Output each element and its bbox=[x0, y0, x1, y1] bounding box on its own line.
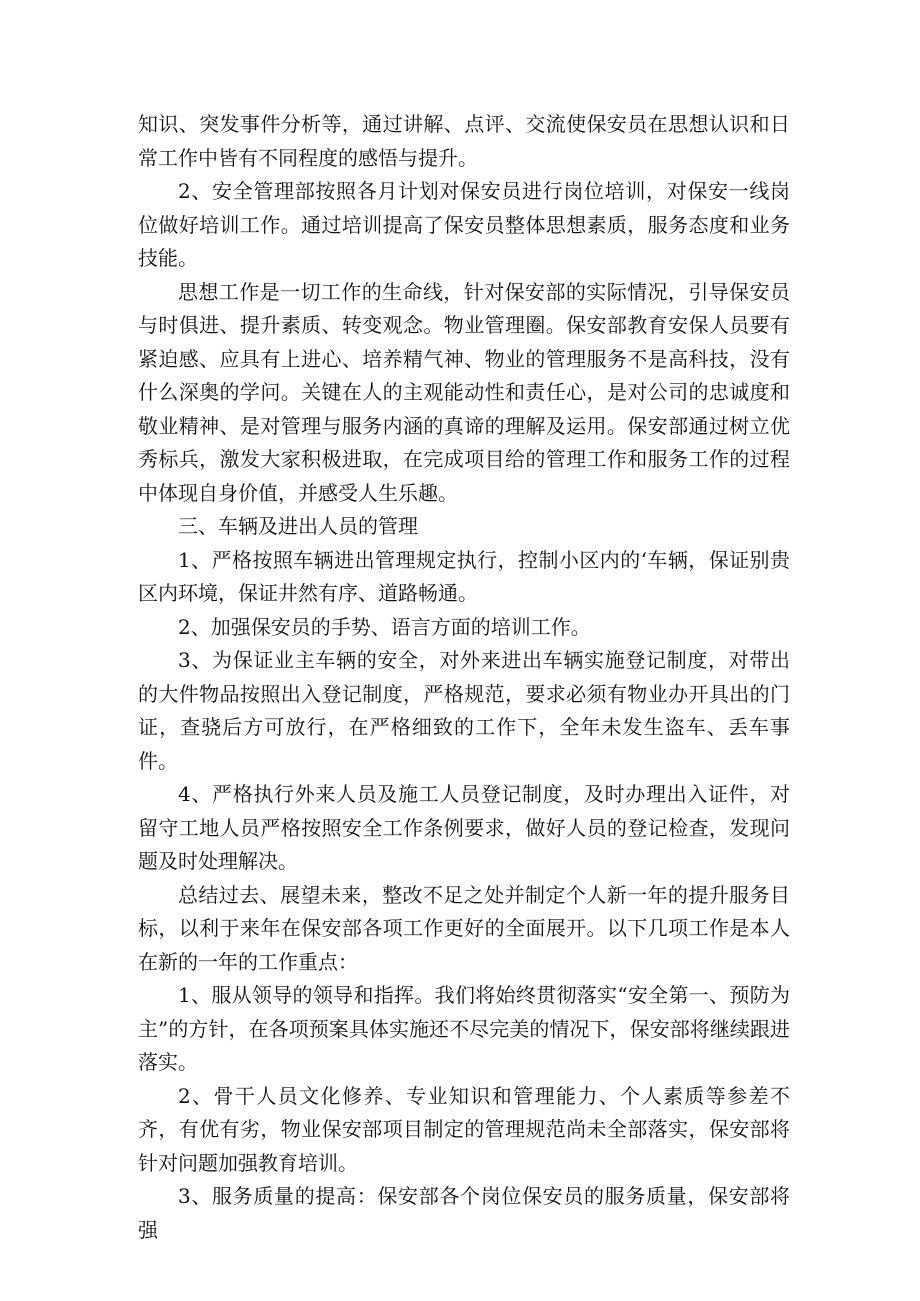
paragraph-8: 4、严格执行外来人员及施工人员登记制度，及时办理出入证件，对留守工地人员严格按照安全工作条例要求，做好人员的登记检查，发现问题及时处理解决。 bbox=[138, 782, 790, 873]
document-page bbox=[138, 108, 790, 1247]
paragraph-10: 1、服从领导的领导和指挥。我们将始终贯彻落实“安全第一、预防为主”的方针，在各项预案具体实施还不尽完美的情况下，保安部将继续跟进落实。 bbox=[138, 983, 790, 1074]
paragraph-3: 思想工作是一切工作的生命线，针对保安部的实际情况，引导保安员与时俱进、提升素质、转变观念。物业管理圈。保安部教育安保人员要有紧迫感、应具有上进心、培养精气神、物业的管理服务不是高科技，没有什么深奥的学问。关键在人的主观能动性和责任心，是对公司的忠诚度和敬业精神、是对管理与服务内涵的真谛的理解及运用。保安部通过树立优秀标兵，激发大家积极进取，在完成项目给的管理工作和服务工作的过程中体现自身价值，并感受人生乐趣。 bbox=[138, 279, 790, 505]
paragraph-1: 知识、突发事件分析等，通过讲解、点评、交流使保安员在思想认识和日常工作中皆有不同程度的感悟与提升。 bbox=[138, 112, 790, 170]
paragraph-12: 3、服务质量的提高：保安部各个岗位保安员的服务质量，保安部将强 bbox=[138, 1184, 790, 1242]
section-heading: 三、车辆及进出人员的管理 bbox=[178, 514, 418, 538]
paragraph-11: 2、骨干人员文化修养、专业知识和管理能力、个人素质等参差不齐，有优有劣，物业保安部项目制定的管理规范尚未全部落实，保安部将针对问题加强教育培训。 bbox=[138, 1083, 790, 1175]
paragraph-6: 2、加强保安员的手势、语言方面的培训工作。 bbox=[178, 614, 591, 639]
paragraph-7: 3、为保证业主车辆的安全，对外来进出车辆实施登记制度，对带出的大件物品按照出入登记制度，严格规范，要求必须有物业办开具出的门证，查骁后方可放行，在严格细致的工作下，全年未发生盗车、丢车事件。 bbox=[138, 648, 790, 773]
paragraph-2: 2、安全管理部按照各月计划对保安员进行岗位培训，对保安一线岗位做好培训工作。通过培训提高了保安员整体思想素质，服务态度和业务技能。 bbox=[138, 179, 790, 270]
paragraph-9: 总结过去、展望未来，整改不足之处并制定个人新一年的提升服务目标，以利于来年在保安部各项工作更好的全面展开。以下几项工作是本人在新的一年的工作重点： bbox=[138, 882, 790, 974]
paragraph-5: 1、严格按照车辆进出管理规定执行，控制小区内的‘车辆，保证别贵区内环境，保证井然有序、道路畅通。 bbox=[138, 547, 790, 605]
